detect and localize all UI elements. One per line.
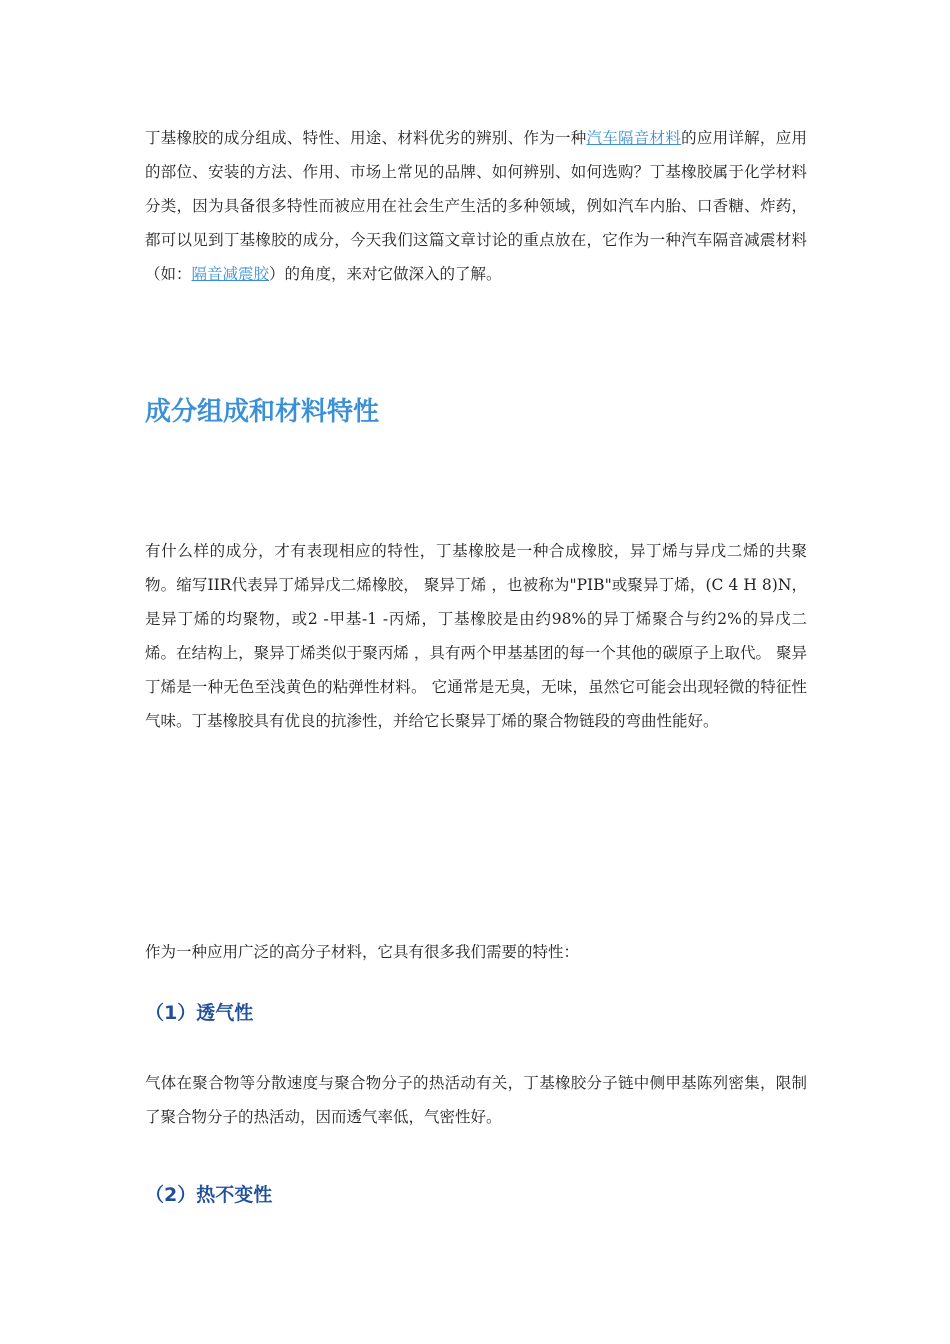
soundproof-damping-glue-link[interactable]: 隔音减震胶 <box>191 265 270 283</box>
intro-text-start: 丁基橡胶的成分组成、特性、用途、材料优劣的辨别、作为一种 <box>145 129 587 147</box>
intro-paragraph <box>145 121 807 291</box>
features-intro-paragraph: 作为一种应用广泛的高分子材料，它具有很多我们需要的特性： <box>145 943 580 961</box>
feature1-heading: （1）透气性 <box>145 1002 254 1024</box>
car-soundproofing-material-link[interactable]: 汽车隔音材料 <box>586 129 682 147</box>
feature2-heading: （2）热不变性 <box>145 1184 273 1206</box>
intro-text-middle: 的应用详解，应用的部位、安装的方法、作用、市场上常见的品牌、如何辨别、如何选购？丁基橡胶属于化学材料分类，因为具备很多特性而被应用在社会生产生活的多种领域，例如汽车内胎、口香糖、炸药，都可以见到丁基橡胶的成分，今天我们这篇文章讨论的重点放在，它作为一种汽车隔音减震材料（如： <box>145 129 807 283</box>
intro-text-end: ）的角度，来对它做深入的了解。 <box>269 265 502 283</box>
section-title: 成分组成和材料特性 <box>145 397 380 427</box>
feature1-paragraph: 气体在聚合物等分散速度与聚合物分子的热活动有关，丁基橡胶分子链中侧甲基陈列密集，限制了聚合物分子的热活动，因而透气率低，气密性好。 <box>145 1074 807 1126</box>
composition-paragraph: 有什么样的成分，才有表现相应的特性，丁基橡胶是一种合成橡胶，异丁烯与异戊二烯的共聚物。缩写IIR代表异丁烯异戊二烯橡胶， 聚异丁烯 ，也被称为"PIB"或聚异丁烯，(C 4 H 8)N，是异丁烯的均聚物，或2 -甲基-1 -丙烯，丁基橡胶是由约98%的异丁烯聚合与约2%的异戊二烯。在结构上，聚异丁烯类似于聚丙烯 ，具有两个甲基基团的每一个其他的碳原子上取代。 聚异丁烯是一种无色至浅黄色的粘弹性材料。 它通常是无臭，无味，虽然它可能会出现轻微的特征性气味。丁基橡胶具有优良的抗渗性，并给它长聚异丁烯的聚合物链段的弯曲性能好。 <box>145 542 807 730</box>
